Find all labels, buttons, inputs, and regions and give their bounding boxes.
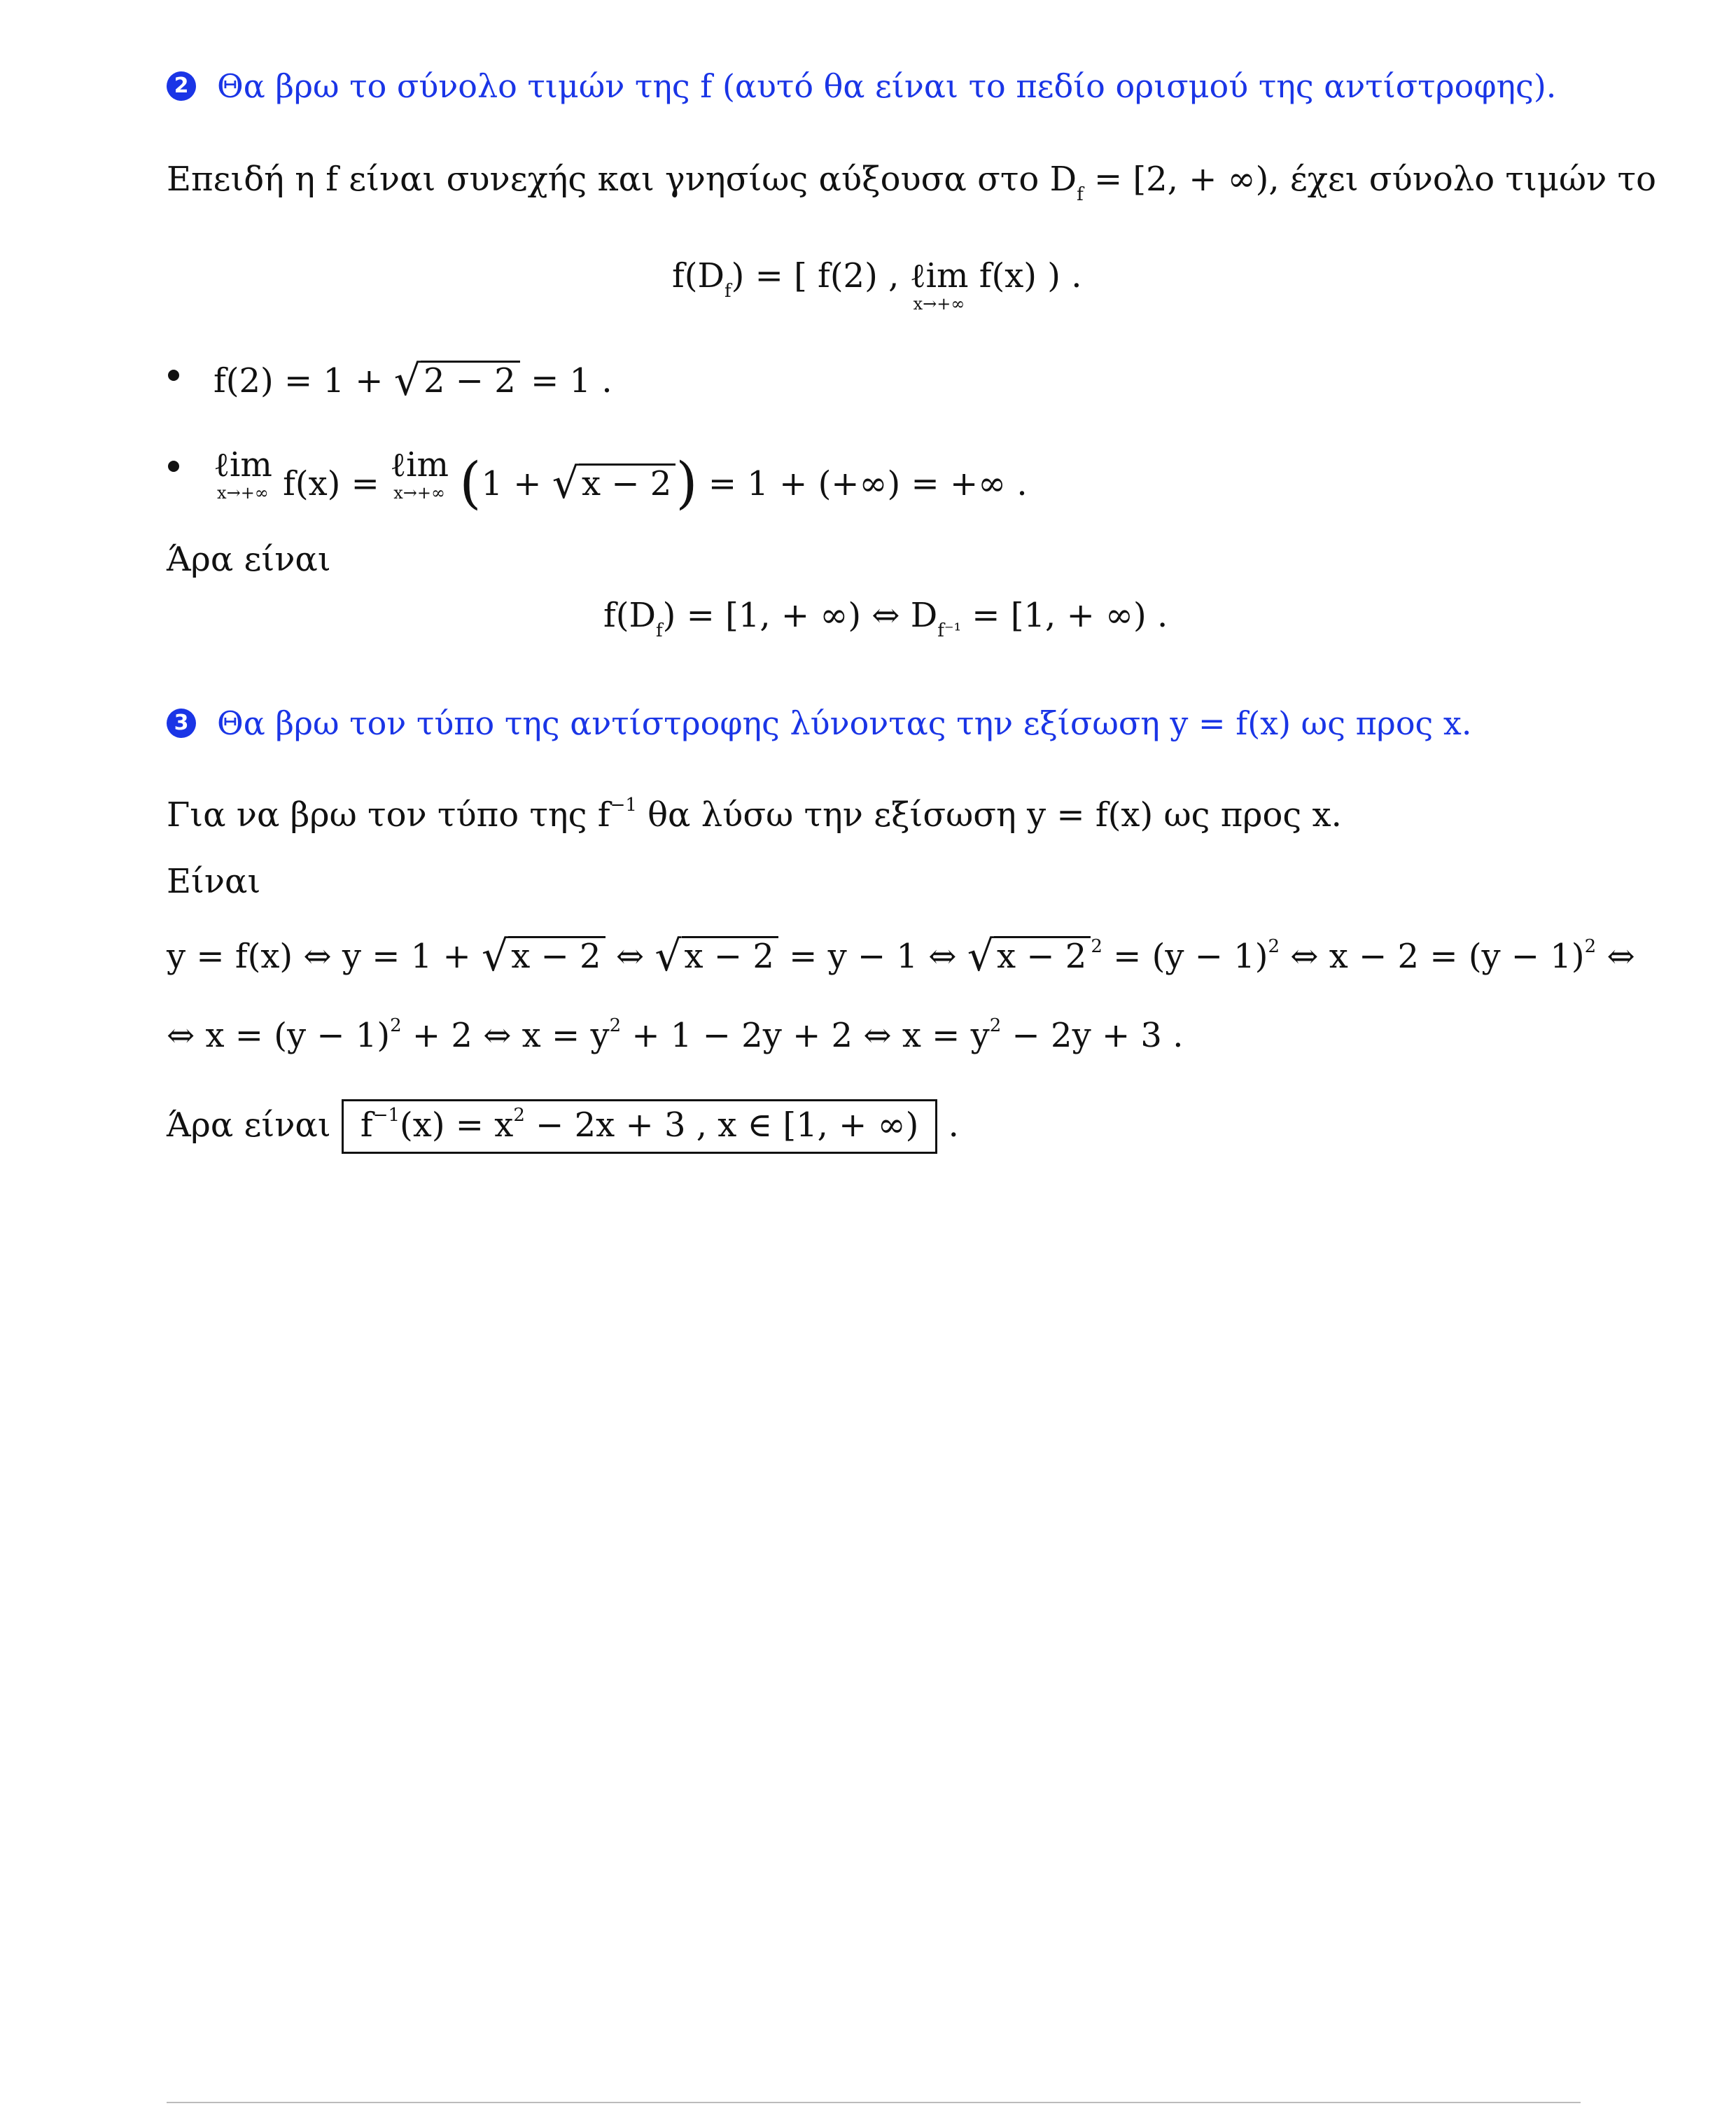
radicand: 2 − 2: [421, 361, 520, 400]
sqrt-icon: √: [393, 356, 421, 405]
subscript-f-inverse: f⁻¹: [937, 620, 962, 641]
paragraph-text: Επειδή η f είναι συνεχής και γνησίως αύξουσα στο D: [167, 160, 1077, 199]
radicand: x − 2: [682, 936, 778, 975]
eq-text: = (y − 1): [1102, 937, 1268, 976]
exponent: 2: [513, 1105, 525, 1126]
limit-operator: [909, 256, 969, 314]
footer-rule: [167, 2102, 1581, 2103]
exponent: 2: [390, 1015, 402, 1036]
eq-text: ) = [1, + ∞) ⇔ D: [662, 596, 938, 635]
range-equation: [672, 256, 1082, 314]
subscript-f: f: [655, 620, 663, 641]
lim-label: ℓim: [390, 445, 449, 484]
eq-text: − 2x + 3 , x ∈ [1, + ∞): [524, 1106, 919, 1145]
eq-text: = y − 1 ⇔: [778, 937, 967, 976]
boxed-result: [342, 1099, 937, 1154]
eq-text: ⇔: [605, 937, 655, 976]
superscript: −1: [610, 795, 637, 816]
eq-text: ) = [ f(2) ,: [731, 256, 910, 295]
section-2-heading-text: Θα βρω το σύνολο τιμών της f (αυτό θα είναι το πεδίο ορισμού της αντίστροφης).: [217, 67, 1557, 105]
eq-text: ⇔ x − 2 = (y − 1): [1280, 937, 1585, 976]
equivalence-chain-2: [167, 1015, 1184, 1055]
section-number-badge: 2: [167, 71, 196, 101]
eq-text: = 1 + (+∞) = +∞ .: [697, 464, 1028, 503]
exponent: 2: [609, 1015, 622, 1036]
equivalence-chain-1: [167, 932, 1635, 981]
eq-text: f(x) =: [272, 464, 391, 503]
section-3-heading: [167, 704, 1472, 742]
right-paren: ): [676, 450, 698, 515]
paragraph-solve: [167, 795, 1342, 835]
radicand: x − 2: [508, 936, 605, 975]
subscript-f: f: [1077, 184, 1084, 205]
exponent: 2: [1268, 936, 1280, 957]
paragraph-text-end: , έχει σύνολο τιμών το: [1268, 160, 1657, 199]
lim-label: ℓim: [909, 256, 969, 295]
left-paren: (: [459, 450, 482, 515]
exponent: 2: [1091, 936, 1102, 957]
paragraph-continuity: [167, 160, 1657, 205]
eq-text: − 2y + 3 .: [1001, 1016, 1184, 1055]
exponent: 2: [989, 1015, 1002, 1036]
paragraph-text: Για να βρω τον τύπο της f: [167, 795, 610, 835]
eq-text: ⇔: [1596, 937, 1635, 976]
eq-text: 1 +: [481, 464, 552, 503]
radicand: x − 2: [579, 463, 676, 503]
final-answer: [167, 1099, 959, 1154]
bullet-dot: [168, 370, 179, 381]
eq-text: = 1 .: [519, 361, 612, 400]
sqrt-icon: √: [967, 932, 994, 981]
lim-subscript: x→+∞: [217, 483, 269, 503]
bullet-limit: [214, 445, 1028, 515]
final-dot: .: [948, 1106, 959, 1145]
eq-text: = [1, + ∞) .: [961, 596, 1168, 635]
bullet-dot: [168, 461, 179, 472]
subscript-f: f: [724, 281, 732, 302]
eq-text: f(D: [603, 596, 656, 635]
superscript: −1: [372, 1105, 400, 1126]
exponent: 2: [1584, 936, 1597, 957]
eq-text: + 1 − 2y + 2 ⇔ x = y: [621, 1016, 990, 1055]
eq-text: + 2 ⇔ x = y: [401, 1016, 610, 1055]
radicand: x − 2: [994, 936, 1091, 975]
eq-text: ⇔ x = (y − 1): [167, 1016, 391, 1055]
eq-text: f(D: [672, 256, 724, 295]
section-2-heading: [167, 67, 1557, 105]
ara-einai-1: Άρα είναι: [167, 540, 331, 579]
section-number-badge: 3: [167, 709, 196, 738]
lim-subscript: x→+∞: [913, 294, 965, 314]
eq-text: f(x) ) .: [968, 256, 1082, 295]
sqrt-icon: √: [482, 932, 509, 981]
eq-text: f(2) = 1 +: [214, 361, 394, 400]
paragraph-text: θα λύσω την εξίσωση y = f(x) ως προς x.: [636, 795, 1342, 835]
ara-einai-2: Άρα είναι: [167, 1106, 331, 1145]
eq-text: (x) = x: [400, 1106, 514, 1145]
sqrt-icon: √: [654, 932, 682, 981]
limit-operator: [214, 445, 272, 503]
eq-text: f: [360, 1106, 373, 1145]
lim-subscript: x→+∞: [393, 483, 445, 503]
section-3-heading-text: Θα βρω τον τύπο της αντίστροφης λύνοντας την εξίσωση y = f(x) ως προς x.: [217, 704, 1472, 742]
bullet-f2: [214, 356, 612, 405]
eq-text: y = f(x) ⇔ y = 1 +: [167, 937, 482, 976]
lim-label: ℓim: [214, 445, 272, 484]
sqrt-icon: √: [552, 459, 579, 508]
limit-operator: [390, 445, 449, 503]
domain-interval: = [2, + ∞): [1083, 160, 1269, 199]
einai-label: Είναι: [167, 862, 261, 901]
domain-equation: [603, 596, 1168, 641]
